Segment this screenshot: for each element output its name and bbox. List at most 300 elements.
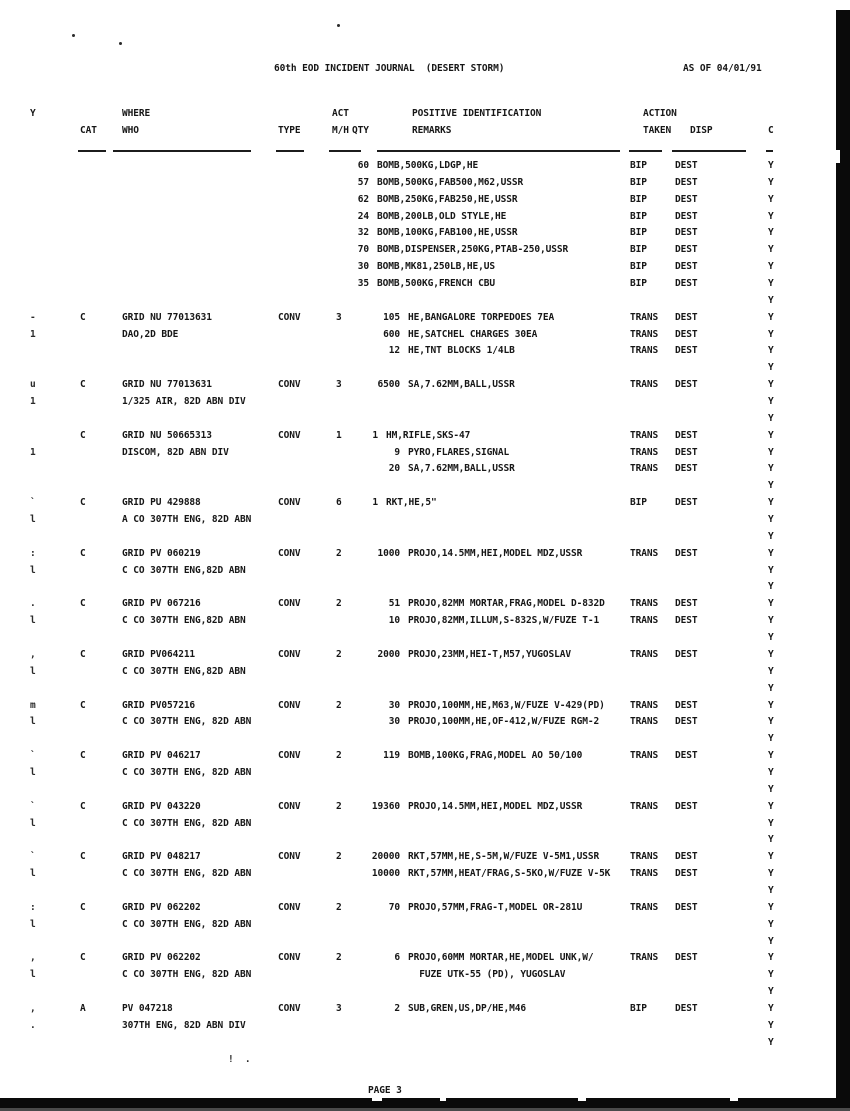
- cell-c: Y: [768, 379, 774, 391]
- cell-action: TRANS: [630, 699, 659, 711]
- table-row: [0, 430, 850, 447]
- cell-margin: `: [30, 851, 36, 863]
- cell-type: CONV: [278, 379, 301, 391]
- cell-who: GRID NU 50665313: [122, 429, 212, 441]
- cell-c: Y: [768, 868, 774, 880]
- cell-c: Y: [768, 598, 774, 610]
- table-row: [0, 666, 850, 683]
- cell-remarks: BOMB,100KG,FAB100,HE,USSR: [377, 227, 518, 239]
- cell-action: TRANS: [630, 328, 659, 340]
- cell-c: Y: [768, 834, 774, 846]
- scan-border-notch: [440, 1098, 446, 1101]
- cell-margin: l: [30, 514, 36, 526]
- cell-disp: DEST: [675, 547, 698, 559]
- table-row: [0, 700, 850, 717]
- cell-c: Y: [768, 261, 774, 273]
- header-act: ACT: [332, 108, 349, 119]
- cell-cat: C: [80, 547, 86, 559]
- cell-remarks: BOMB,500KG,FAB500,M62,USSR: [377, 176, 524, 188]
- cell-action: BIP: [630, 227, 647, 239]
- header-taken: TAKEN: [643, 125, 672, 136]
- cell-who: GRID NU 77013631: [122, 379, 212, 391]
- cell-c: Y: [768, 294, 774, 306]
- cell-action: TRANS: [630, 379, 659, 391]
- cell-action: TRANS: [630, 547, 659, 559]
- cell-mh: 2: [336, 750, 342, 762]
- cell-margin: `: [30, 497, 36, 509]
- cell-who: 307TH ENG, 82D ABN DIV: [122, 1019, 246, 1031]
- cell-remarks: HE,SATCHEL CHARGES 30EA: [408, 328, 538, 340]
- cell-mh: 6: [336, 497, 342, 509]
- cell-type: CONV: [278, 699, 301, 711]
- cell-remarks: BOMB,100KG,FRAG,MODEL AO 50/100: [408, 750, 583, 762]
- cell-disp: DEST: [675, 952, 698, 964]
- table-row: [0, 295, 850, 312]
- cell-qty: 1000: [377, 547, 400, 559]
- cell-remarks: BOMB,MK81,250LB,HE,US: [377, 261, 496, 273]
- cell-c: Y: [768, 969, 774, 981]
- table-row: [0, 1020, 850, 1037]
- cell-margin: ,: [30, 1002, 36, 1014]
- cell-c: Y: [768, 362, 774, 374]
- cell-qty: 70: [357, 244, 369, 256]
- table-row: [0, 531, 850, 548]
- cell-margin: :: [30, 547, 36, 559]
- cell-qty: 70: [388, 901, 400, 913]
- cell-disp: DEST: [675, 463, 698, 475]
- table-row: [0, 261, 850, 278]
- cell-action: BIP: [630, 244, 647, 256]
- header-underline: [766, 150, 773, 152]
- cell-c: Y: [768, 530, 774, 542]
- header-underline: [377, 150, 620, 152]
- cell-c: Y: [768, 986, 774, 998]
- scan-border-bottom: [0, 1098, 850, 1108]
- table-row: [0, 413, 850, 430]
- cell-who: GRID PV 062202: [122, 952, 201, 964]
- cell-c: Y: [768, 564, 774, 576]
- header-underline: [329, 150, 361, 152]
- table-row: [0, 784, 850, 801]
- cell-who: DISCOM, 82D ABN DIV: [122, 446, 229, 458]
- cell-action: BIP: [630, 497, 647, 509]
- table-row: [0, 565, 850, 582]
- table-row: [0, 194, 850, 211]
- table-row: [0, 177, 850, 194]
- cell-c: Y: [768, 665, 774, 677]
- cell-mh: 2: [336, 648, 342, 660]
- cell-c: Y: [768, 918, 774, 930]
- header-type: TYPE: [278, 125, 301, 136]
- table-row: [0, 345, 850, 362]
- cell-disp: DEST: [675, 497, 698, 509]
- cell-qty: 9: [394, 446, 400, 458]
- cell-remarks: SUB,GREN,US,DP/HE,M46: [408, 1002, 527, 1014]
- cell-c: Y: [768, 817, 774, 829]
- cell-c: Y: [768, 884, 774, 896]
- cell-c: Y: [768, 278, 774, 290]
- scan-border-notch: [730, 1098, 738, 1101]
- cell-qty: 2: [394, 1002, 400, 1014]
- cell-margin: l: [30, 766, 36, 778]
- cell-action: TRANS: [630, 311, 659, 323]
- cell-who: GRID PV 046217: [122, 750, 201, 762]
- table-row: [0, 1054, 850, 1071]
- table-row: [0, 598, 850, 615]
- table-row: [0, 379, 850, 396]
- cell-remarks: PROJO,60MM MORTAR,HE,MODEL UNK,W/: [408, 952, 594, 964]
- cell-who: PV 047218: [122, 1002, 173, 1014]
- cell-cat: C: [80, 429, 86, 441]
- cell-remarks: BOMB,500KG,LDGP,HE: [377, 160, 479, 171]
- table-row: [0, 497, 850, 514]
- table-row: [0, 683, 850, 700]
- cell-action: BIP: [630, 176, 647, 188]
- table-row: [0, 716, 850, 733]
- header-positive-identification: POSITIVE IDENTIFICATION: [412, 108, 542, 119]
- cell-c: Y: [768, 750, 774, 762]
- cell-cat: C: [80, 311, 86, 323]
- cell-action: TRANS: [630, 851, 659, 863]
- cell-cat: C: [80, 851, 86, 863]
- cell-remarks: PROJO,100MM,HE,M63,W/FUZE V-429(PD): [408, 699, 605, 711]
- header-c: C: [768, 125, 774, 136]
- cell-margin: l: [30, 969, 36, 981]
- cell-qty: 119: [383, 750, 400, 762]
- cell-disp: DEST: [675, 699, 698, 711]
- cell-cat: C: [80, 699, 86, 711]
- cell-qty: 24: [357, 210, 369, 222]
- cell-remarks: BOMB,DISPENSER,250KG,PTAB-250,USSR: [377, 244, 569, 256]
- cell-who: C CO 307TH ENG, 82D ABN: [122, 817, 252, 829]
- cell-c: Y: [768, 901, 774, 913]
- cell-qty: 32: [357, 227, 369, 239]
- cell-margin: ,: [30, 648, 36, 660]
- cell-who: GRID PV 067216: [122, 598, 201, 610]
- cell-who: C CO 307TH ENG, 82D ABN: [122, 766, 252, 778]
- header-underline: [113, 150, 251, 152]
- cell-disp: DEST: [675, 901, 698, 913]
- cell-who: C CO 307TH ENG,82D ABN: [122, 564, 246, 576]
- cell-who: GRID PV 062202: [122, 901, 201, 913]
- header-cat: CAT: [80, 125, 97, 136]
- cell-cat: A: [80, 1002, 86, 1014]
- cell-c: Y: [768, 1036, 774, 1048]
- cell-remarks: RKT,57MM,HEAT/FRAG,S-5KO,W/FUZE V-5K: [408, 868, 611, 880]
- cell-action: TRANS: [630, 648, 659, 660]
- cell-disp: DEST: [675, 598, 698, 610]
- cell-margin: `: [30, 800, 36, 812]
- cell-c: Y: [768, 733, 774, 745]
- cell-remarks: PROJO,14.5MM,HEI,MODEL MDZ,USSR: [408, 800, 583, 812]
- table-row: [0, 952, 850, 969]
- table-row: [0, 514, 850, 531]
- table-row: [0, 986, 850, 1003]
- table-row: [0, 548, 850, 565]
- cell-action: BIP: [630, 210, 647, 222]
- cell-disp: DEST: [675, 193, 698, 205]
- cell-who: GRID PV064211: [122, 648, 196, 660]
- header-disp: DISP: [690, 125, 713, 136]
- cell-qty: 30: [388, 716, 400, 728]
- cell-c: Y: [768, 716, 774, 728]
- table-row: [0, 969, 850, 986]
- cell-action: TRANS: [630, 429, 659, 441]
- table-row: [0, 818, 850, 835]
- cell-remarks: PROJO,57MM,FRAG-T,MODEL OR-281U: [408, 901, 583, 913]
- cell-action: TRANS: [630, 750, 659, 762]
- cell-qty: 30: [357, 261, 369, 273]
- cell-margin: :: [30, 901, 36, 913]
- table-row: [0, 227, 850, 244]
- cell-action: TRANS: [630, 615, 659, 627]
- cell-mh: 2: [336, 547, 342, 559]
- cell-qty: 105: [383, 311, 400, 323]
- cell-type: CONV: [278, 851, 301, 863]
- cell-qty: 60: [357, 160, 369, 171]
- cell-mh: 2: [336, 699, 342, 711]
- cell-margin: -: [30, 311, 36, 323]
- cell-margin: l: [30, 918, 36, 930]
- cell-c: Y: [768, 396, 774, 408]
- cell-margin: .: [30, 1019, 36, 1031]
- cell-mh: 1: [336, 429, 342, 441]
- cell-type: CONV: [278, 311, 301, 323]
- cell-c: Y: [768, 632, 774, 644]
- cell-c: Y: [768, 328, 774, 340]
- table-row: [0, 733, 850, 750]
- header-y: Y: [30, 108, 36, 119]
- cell-who: GRID PV 060219: [122, 547, 201, 559]
- cell-remarks: HE,TNT BLOCKS 1/4LB: [408, 345, 515, 357]
- header-qty: QTY: [352, 125, 369, 136]
- table-row: [0, 632, 850, 649]
- cell-remarks: BOMB,500KG,FRENCH CBU: [377, 278, 496, 290]
- header-who: WHO: [122, 125, 139, 136]
- cell-cat: C: [80, 648, 86, 660]
- cell-margin: m: [30, 699, 36, 711]
- scan-speck: [337, 24, 340, 27]
- table-row: [0, 329, 850, 346]
- table-row: [0, 244, 850, 261]
- cell-who: GRID NU 77013631: [122, 311, 212, 323]
- cell-qty: 10000: [371, 868, 400, 880]
- cell-c: Y: [768, 210, 774, 222]
- cell-who: C CO 307TH ENG,82D ABN: [122, 665, 246, 677]
- cell-type: CONV: [278, 750, 301, 762]
- scan-border-notch: [372, 1098, 382, 1101]
- cell-qty: 20: [388, 463, 400, 475]
- cell-disp: DEST: [675, 429, 698, 441]
- cell-remarks: RKT,57MM,HE,S-5M,W/FUZE V-5M1,USSR: [408, 851, 600, 863]
- cell-who: GRID PV 043220: [122, 800, 201, 812]
- cell-remarks: HM,RIFLE,SKS-47: [386, 429, 471, 441]
- cell-disp: DEST: [675, 446, 698, 458]
- cell-remarks: HE,BANGALORE TORPEDOES 7EA: [408, 311, 555, 323]
- cell-action: TRANS: [630, 952, 659, 964]
- cell-c: Y: [768, 615, 774, 627]
- cell-qty: 62: [357, 193, 369, 205]
- cell-remarks: FUZE UTK-55 (PD), YUGOSLAV: [408, 969, 566, 981]
- cell-who: C CO 307TH ENG, 82D ABN: [122, 868, 252, 880]
- table-row: [0, 885, 850, 902]
- scan-border-notch: [836, 150, 840, 163]
- cell-c: Y: [768, 800, 774, 812]
- cell-c: Y: [768, 699, 774, 711]
- document-title: 60th EOD INCIDENT JOURNAL (DESERT STORM): [274, 63, 505, 74]
- table-row: [0, 312, 850, 329]
- table-row: [0, 919, 850, 936]
- cell-qty: 1: [372, 429, 378, 441]
- cell-disp: DEST: [675, 1002, 698, 1014]
- cell-remarks: SA,7.62MM,BALL,USSR: [408, 379, 515, 391]
- cell-c: Y: [768, 766, 774, 778]
- header-mh: M/H: [332, 125, 349, 136]
- cell-disp: DEST: [675, 160, 698, 171]
- cell-action: BIP: [630, 160, 647, 171]
- cell-qty: 10: [388, 615, 400, 627]
- cell-remarks: SA,7.62MM,BALL,USSR: [408, 463, 515, 475]
- cell-disp: DEST: [675, 244, 698, 256]
- cell-cat: C: [80, 497, 86, 509]
- cell-margin: l: [30, 868, 36, 880]
- cell-c: Y: [768, 193, 774, 205]
- scan-speck: [119, 42, 122, 45]
- header-underline: [672, 150, 746, 152]
- cell-disp: DEST: [675, 868, 698, 880]
- header-action: ACTION: [643, 108, 677, 119]
- cell-type: CONV: [278, 800, 301, 812]
- cell-margin: l: [30, 564, 36, 576]
- cell-cat: C: [80, 379, 86, 391]
- cell-remarks: BOMB,200LB,OLD STYLE,HE: [377, 210, 507, 222]
- cell-disp: DEST: [675, 648, 698, 660]
- cell-margin: l: [30, 665, 36, 677]
- cell-c: Y: [768, 648, 774, 660]
- table-row: [0, 936, 850, 953]
- cell-who: C CO 307TH ENG, 82D ABN: [122, 969, 252, 981]
- cell-action: TRANS: [630, 800, 659, 812]
- cell-mh: 2: [336, 952, 342, 964]
- as-of-date: AS OF 04/01/91: [683, 63, 762, 74]
- page-number: PAGE 3: [368, 1085, 402, 1096]
- cell-c: Y: [768, 160, 774, 171]
- table-row: [0, 851, 850, 868]
- cell-margin: .: [30, 598, 36, 610]
- journal-table: [0, 160, 850, 1070]
- scan-border-right: [836, 10, 850, 1098]
- cell-margin: l: [30, 817, 36, 829]
- cell-stray: ! .: [228, 1053, 251, 1065]
- table-row: [0, 649, 850, 666]
- cell-type: CONV: [278, 952, 301, 964]
- cell-who: DAO,2D BDE: [122, 328, 179, 340]
- cell-c: Y: [768, 547, 774, 559]
- table-row: [0, 750, 850, 767]
- cell-disp: DEST: [675, 328, 698, 340]
- cell-who: GRID PV 048217: [122, 851, 201, 863]
- cell-cat: C: [80, 598, 86, 610]
- cell-c: Y: [768, 682, 774, 694]
- cell-qty: 1: [372, 497, 378, 509]
- cell-c: Y: [768, 227, 774, 239]
- cell-who: 1/325 AIR, 82D ABN DIV: [122, 396, 246, 408]
- cell-disp: DEST: [675, 345, 698, 357]
- cell-c: Y: [768, 1019, 774, 1031]
- table-row: [0, 834, 850, 851]
- cell-margin: l: [30, 716, 36, 728]
- cell-margin: u: [30, 379, 36, 391]
- cell-c: Y: [768, 851, 774, 863]
- table-row: [0, 581, 850, 598]
- cell-qty: 6: [394, 952, 400, 964]
- table-row: [0, 868, 850, 885]
- table-row: [0, 902, 850, 919]
- cell-cat: C: [80, 952, 86, 964]
- cell-action: BIP: [630, 261, 647, 273]
- cell-action: TRANS: [630, 901, 659, 913]
- cell-qty: 19360: [371, 800, 400, 812]
- cell-disp: DEST: [675, 379, 698, 391]
- cell-action: TRANS: [630, 598, 659, 610]
- cell-disp: DEST: [675, 210, 698, 222]
- cell-qty: 57: [357, 176, 369, 188]
- cell-c: Y: [768, 244, 774, 256]
- header-underline: [629, 150, 662, 152]
- cell-qty: 20000: [371, 851, 400, 863]
- cell-c: Y: [768, 412, 774, 424]
- cell-remarks: PROJO,82MM MORTAR,FRAG,MODEL D-832D: [408, 598, 605, 610]
- cell-c: Y: [768, 1002, 774, 1014]
- cell-margin: 1: [30, 396, 36, 408]
- cell-disp: DEST: [675, 615, 698, 627]
- cell-margin: 1: [30, 446, 36, 458]
- cell-action: TRANS: [630, 716, 659, 728]
- cell-mh: 2: [336, 598, 342, 610]
- cell-type: CONV: [278, 901, 301, 913]
- cell-who: C CO 307TH ENG,82D ABN: [122, 615, 246, 627]
- cell-who: A CO 307TH ENG, 82D ABN: [122, 514, 252, 526]
- cell-qty: 35: [357, 278, 369, 290]
- cell-qty: 600: [383, 328, 400, 340]
- header-remarks: REMARKS: [412, 125, 452, 136]
- cell-margin: ,: [30, 952, 36, 964]
- cell-remarks: PROJO,23MM,HEI-T,M57,YUGOSLAV: [408, 648, 571, 660]
- cell-remarks: BOMB,250KG,FAB250,HE,USSR: [377, 193, 518, 205]
- cell-action: TRANS: [630, 868, 659, 880]
- table-row: [0, 278, 850, 295]
- cell-disp: DEST: [675, 261, 698, 273]
- cell-who: GRID PU 429888: [122, 497, 201, 509]
- cell-mh: 3: [336, 311, 342, 323]
- cell-who: GRID PV057216: [122, 699, 196, 711]
- cell-qty: 30: [388, 699, 400, 711]
- cell-disp: DEST: [675, 311, 698, 323]
- cell-type: CONV: [278, 429, 301, 441]
- table-row: [0, 480, 850, 497]
- scan-border-notch: [578, 1098, 586, 1101]
- cell-mh: 2: [336, 851, 342, 863]
- cell-c: Y: [768, 176, 774, 188]
- cell-c: Y: [768, 935, 774, 947]
- header-where: WHERE: [122, 108, 151, 119]
- cell-c: Y: [768, 952, 774, 964]
- table-row: [0, 615, 850, 632]
- cell-type: CONV: [278, 648, 301, 660]
- cell-action: BIP: [630, 278, 647, 290]
- table-row: [0, 463, 850, 480]
- cell-who: C CO 307TH ENG, 82D ABN: [122, 918, 252, 930]
